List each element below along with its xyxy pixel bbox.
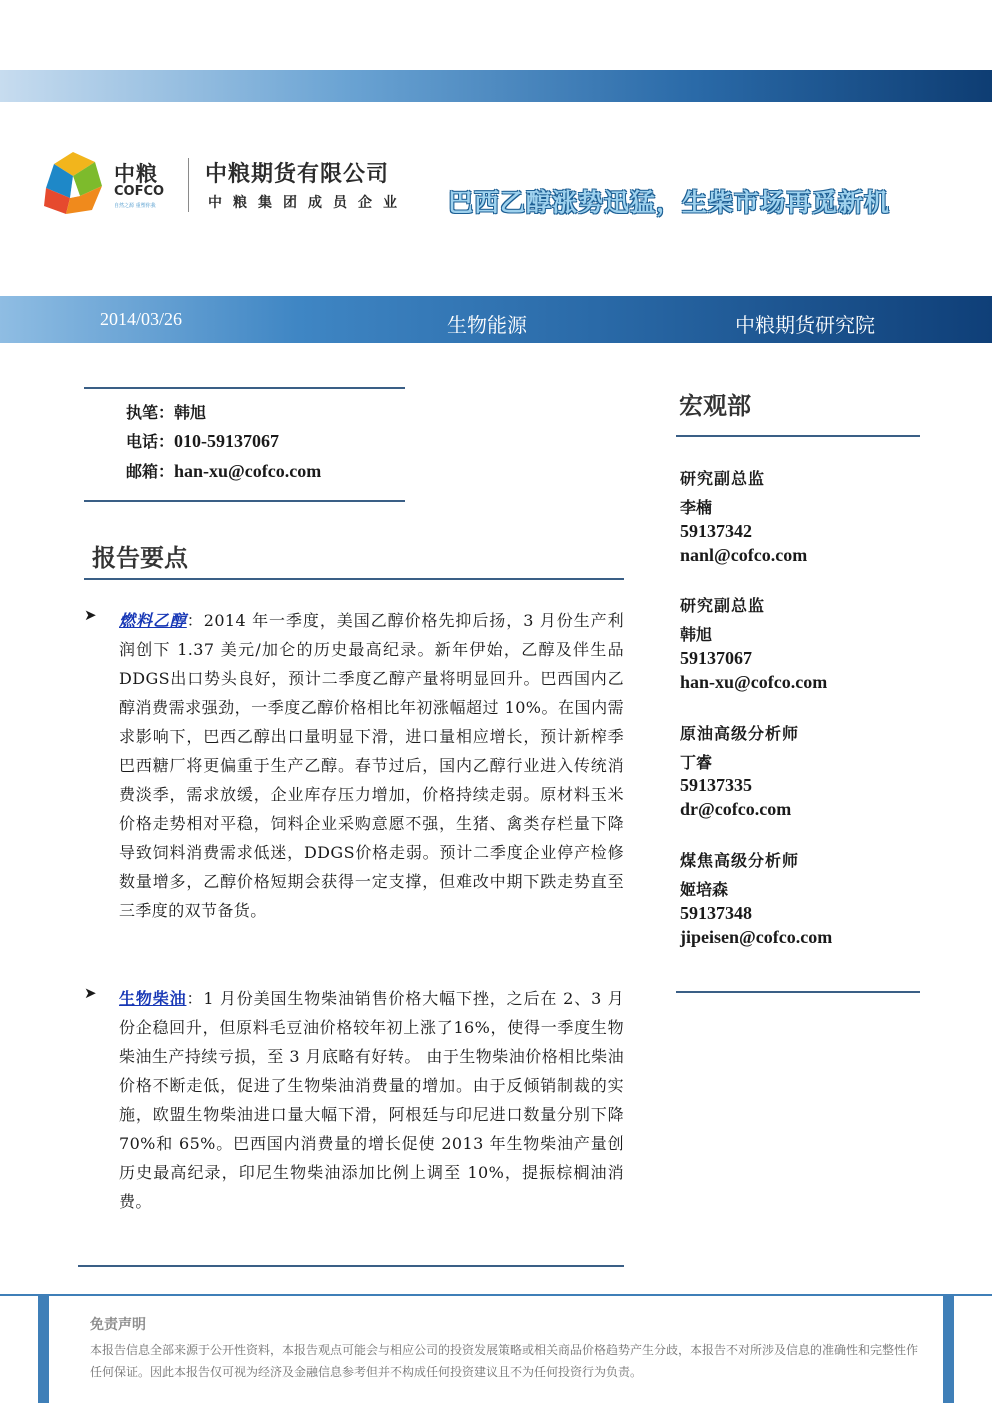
disclaimer-top-line [0,1294,992,1296]
contact-name: 韩旭 [680,625,713,644]
contact-phone: 59137335 [680,775,752,795]
author-phone: 010-59137067 [174,431,280,451]
contact-role: 研究副总监 [680,469,766,488]
contact-name: 李楠 [680,498,713,517]
report-category: 生物能源 [447,313,527,337]
report-institute: 中粮期货研究院 [735,313,875,337]
author-top-rule [84,387,405,389]
writer-label: 执笔： [126,403,175,422]
contact-phone: 59137348 [680,903,752,923]
contact-name: 丁睿 [680,753,713,772]
contact-role: 原油高级分析师 [680,724,800,743]
contact-email[interactable]: nanl@cofco.com [680,545,808,565]
author-email-row [126,459,321,482]
report-date: 2014/03/26 [100,309,183,329]
arrow-bullet-icon: ➤ [84,606,97,624]
author-phone-row [126,429,279,452]
arrow-bullet-icon: ➤ [84,984,97,1002]
sidebar-heading: 宏观部 [679,391,751,420]
author-email[interactable]: han-xu@cofco.com [174,461,322,481]
contact-email[interactable]: han-xu@cofco.com [680,672,828,692]
writer-name: 韩旭 [174,403,207,422]
top-banner-band [0,70,992,102]
bullet-label-ethanol[interactable]: 燃料乙醇 [119,611,187,630]
contact-email[interactable]: dr@cofco.com [680,799,792,819]
phone-label: 电话： [126,432,175,451]
author-writer-row [126,400,206,423]
disclaimer-right-bar [943,1296,954,1403]
disclaimer-title: 免责声明 [90,1317,146,1333]
report-title: 巴西乙醇涨势迅猛，生柴市场再觅新机 [448,188,891,217]
logo-slogan: 自然之源 重塑你我 [114,203,156,209]
contact-name: 姬培森 [680,880,729,899]
logo-chinese-text: 中粮 [114,162,158,186]
contact-role: 研究副总监 [680,596,766,615]
bullet-label-biodiesel[interactable]: 生物柴油 [119,989,187,1008]
contact-email[interactable]: jipeisen@cofco.com [680,927,833,947]
summary-heading-rule [84,578,624,580]
logo-divider [188,158,189,212]
cofco-logo-icon [40,150,106,216]
bullet-paragraph [119,984,624,1216]
contact-phone: 59137342 [680,521,752,541]
company-subtitle: 中粮集团成员企业 [208,195,408,211]
summary-bullet-biodiesel [84,984,624,1216]
bullet-text-biodiesel: 1 月份美国生物柴油销售价格大幅下挫，之后在 2、3 月份企稳回升，但原料毛豆油价格较年初上涨了16%，使得一季度生物柴油生产持续亏损，至 3 月底略有好转。 由于生物柴油价格相比柴油价格不断走低，促进了生物柴油消费量的增加。由于反倾销制裁的实施，欧盟生物柴油进口量大幅下滑，阿根廷与印尼进口数量分别下降70%和 65%。巴西国内消费量的增长促使 2013 年生物柴油产量创历史最高纪录，印尼生物柴油添加比例上调至 10%，提振棕榈油消费。 [119,989,624,1211]
disclaimer-text: 本报告信息全部来源于公开性资料，本报告观点可能会与相应公司的投资发展策略或相关商品价格趋势产生分歧，本报告不对所涉及信息的准确性和完整性作任何保证。因此本报告仅可视为经济及金融信息参考但并不构成任何投资建议且不为任何投资行为负责。 [90,1343,919,1379]
sidebar-bottom-rule [676,991,920,993]
author-bottom-rule [84,500,405,502]
company-name: 中粮期货有限公司 [205,162,390,187]
logo-english-text: COFCO [114,184,165,199]
sidebar-top-rule [676,435,920,437]
contact-role: 煤焦高级分析师 [680,851,800,870]
contact-phone: 59137067 [680,648,752,668]
email-label: 邮箱： [126,462,175,481]
bullet-paragraph [119,606,624,925]
summary-bottom-rule [78,1265,624,1267]
bullet-separator: ： [186,989,204,1008]
disclaimer-left-bar [38,1296,49,1403]
summary-bullet-ethanol [84,606,624,925]
bullet-separator: ： [186,611,204,630]
summary-heading: 报告要点 [92,543,188,572]
bullet-text-ethanol: 2014 年一季度，美国乙醇价格先抑后扬，3 月份生产利润创下 1.37 美元/加仑的历史最高纪录。新年伊始，乙醇及伴生品DDGS出口势头良好，预计二季度乙醇产量将明显回升。巴西国内乙醇消费需求强劲，一季度乙醇价格相比年初涨幅超过 10%。在国内需求影响下，巴西乙醇出口量明显下滑，进口量相应增长，预计新榨季巴西糖厂将更偏重于生产乙醇。春节过后，国内乙醇行业进入传统消费淡季，需求放缓，企业库存压力增加，价格持续走弱。原材料玉米价格走势相对平稳，饲料企业采购意愿不强，生猪、禽类存栏量下降导致饲料消费需求低迷，DDGS价格走弱。预计二季度企业停产检修数量增多，乙醇价格短期会获得一定支撑，但难改中期下跌走势直至三季度的双节备货。 [119,611,624,920]
